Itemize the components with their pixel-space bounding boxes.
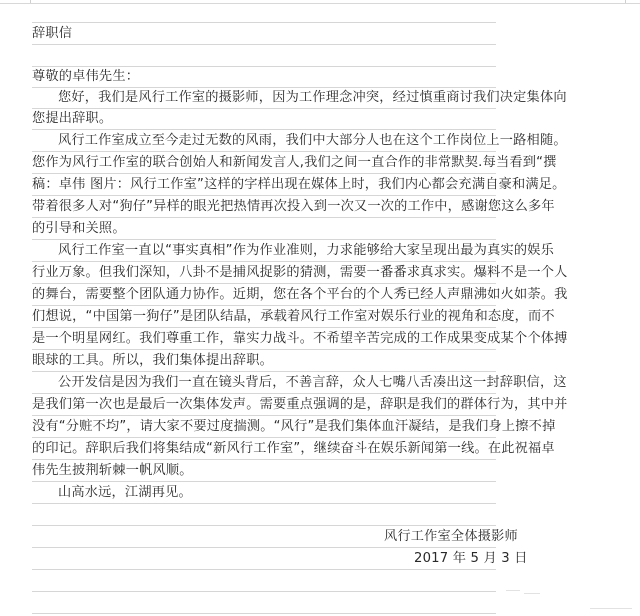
body-line: 的舞台，需要整个团队通力协作。近期，您在各个平台的个人秀已经人声鼎沸如火如荼。我 bbox=[32, 284, 496, 306]
body-line: 们想说，“中国第一狗仔”是团队结晶，承载着风行工作室对娱乐行业的视角和态度，而不 bbox=[32, 306, 496, 328]
border-tick-left bbox=[30, 0, 31, 3]
body-line: 带着很多人对“狗仔”异样的眼光把热情再次投入到一次又一次的工作中，感谢您这么多年 bbox=[32, 196, 496, 218]
ruled-line bbox=[32, 592, 496, 614]
body-line: 行业万象。但我们深知，八卦不是捕风捉影的猜测，需要一番番求真求实。爆料不是一个人 bbox=[32, 262, 496, 284]
body-line: 眼球的工具。所以，我们集体提出辞职。 bbox=[32, 350, 496, 372]
scan-mark bbox=[524, 593, 540, 594]
body-line: 的印记。辞职后我们将集结成“新风行工作室”，继续奋斗在娱乐新闻第一线。在此祝福卓 bbox=[32, 438, 496, 460]
border-tick-right bbox=[625, 0, 626, 3]
letter-title: 辞职信 bbox=[32, 23, 496, 45]
body-line: 没有“分赃不均”，请大家不要过度揣测。“风行”是我们集体血汗凝结，是我们身上擦不掉 bbox=[32, 416, 496, 438]
signature: 风行工作室全体摄影师 bbox=[384, 529, 518, 544]
body-line: 伟先生披荆斩棘一帆风顺。 bbox=[32, 460, 496, 482]
body-line: 您提出辞职。 bbox=[32, 108, 496, 130]
body-line: 是我们第一次也是最后一次集体发声。需要重点强调的是，辞职是我们的群体行为，其中并 bbox=[32, 394, 496, 416]
body-line: 您好，我们是风行工作室的摄影师，因为工作理念冲突，经过慎重商讨我们决定集体向 bbox=[32, 87, 496, 109]
body-line: 风行工作室成立至今走过无数的风雨，我们中大部分人也在这个工作岗位上一路相随。 bbox=[32, 130, 496, 152]
ruled-line bbox=[32, 570, 496, 592]
ruled-line bbox=[32, 548, 528, 570]
body-line: 您作为风行工作室的联合创始人和新闻发言人,我们之间一直合作的非常默契.每当看到“撰 bbox=[32, 152, 496, 174]
ruled-line bbox=[32, 526, 518, 548]
body-line: 稿：卓伟 图片：风行工作室”这样的字样出现在媒体上时，我们内心都会充满自豪和满足。 bbox=[32, 174, 496, 196]
ruled-line bbox=[32, 1, 496, 23]
body-line: 风行工作室一直以“事实真相”作为作业准则，力求能够给大家呈现出最为真实的娱乐 bbox=[32, 240, 496, 262]
salutation: 尊敬的卓伟先生： bbox=[32, 66, 496, 88]
body-line: 公开发信是因为我们一直在镜头背后，不善言辞，众人七嘴八舌凑出这一封辞职信，这 bbox=[32, 372, 496, 394]
scan-mark bbox=[506, 590, 520, 591]
ruled-line bbox=[32, 504, 496, 526]
body-line: 的引导和关照。 bbox=[32, 218, 496, 240]
scan-mark bbox=[590, 608, 632, 609]
closing-line: 山高水远，江湖再见。 bbox=[32, 482, 496, 504]
date: 2017 年 5 月 3 日 bbox=[414, 551, 528, 566]
body-line: 是一个明星网红。我们尊重工作，靠实力战斗。不希望辛苦完成的工作成果变成某个个体搏 bbox=[32, 328, 496, 350]
ruled-line bbox=[32, 45, 496, 67]
